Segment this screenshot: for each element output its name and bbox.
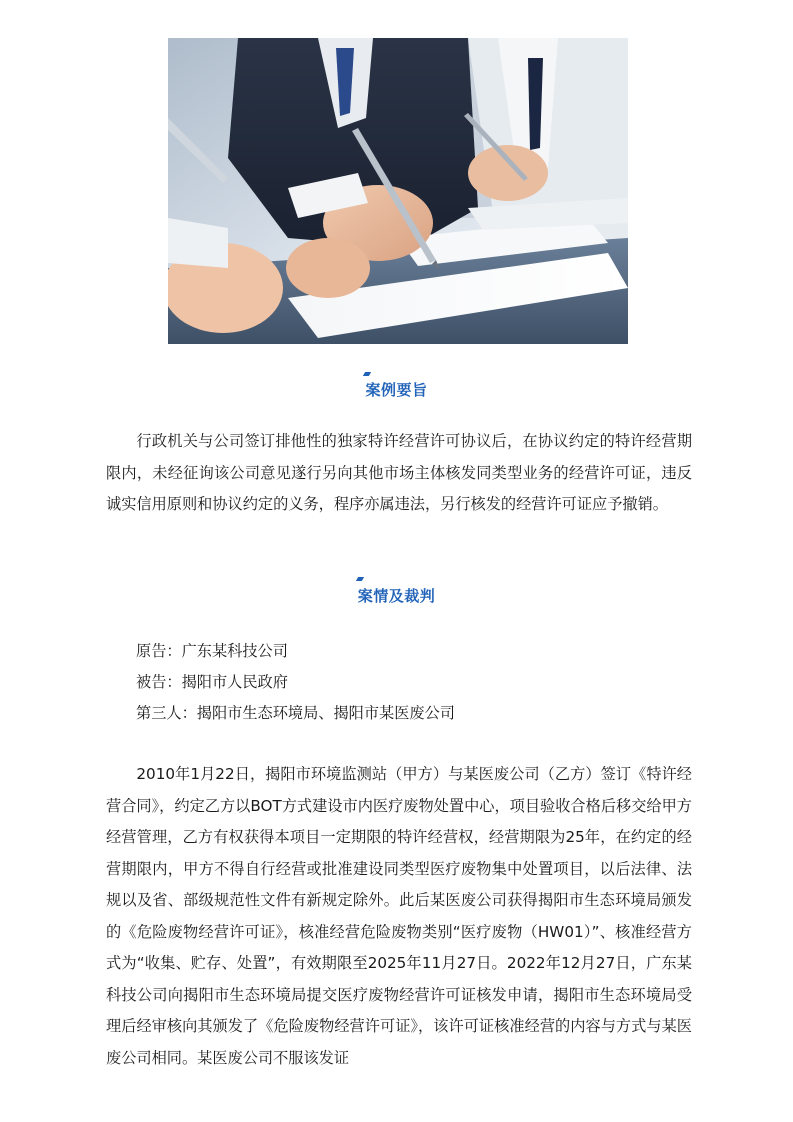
case-summary-paragraph: 行政机关与公司签订排他性的独家特许经营许可协议后，在协议约定的特许经营期限内，未经征询该公司意见遂行另向其他市场主体核发同类型业务的经营许可证，违反诚实信用原则和协议约定的义务，程序亦属违法，另行核发的经营许可证应予撤销。: [106, 432, 692, 513]
heading-decor-mark: [363, 372, 371, 376]
party-third-party: 第三人：揭阳市生态环境局、揭阳市某医废公司: [136, 704, 455, 722]
section-heading-case-facts: 案情及裁判: [357, 587, 436, 605]
section-heading-case-summary: 案例要旨: [365, 381, 428, 399]
heading-decor-mark: [356, 577, 364, 581]
case-facts-paragraph: 2010年1月22日，揭阳市环境监测站（甲方）与某医废公司（乙方）签订《特许经营合同》，约定乙方以BOT方式建设市内医疗废物处置中心，项目验收合格后移交给甲方经营管理，乙方有权获得本项目一定期限的特许经营权，经营期限为25年，在约定的经营期限内，甲方不得自行经营或批准建设同类型医疗废物集中处置项目，以后法律、法规以及省、部级规范性文件有新规定除外。此后某医废公司获得揭阳市生态环境局颁发的《危险废物经营许可证》，核准经营危险废物类别“医疗废物（HW01）”、核准经营方式为“收集、贮存、处置”，有效期限至2025年11月27日。2022年12月27日，广东某科技公司向揭阳市生态环境局提交医疗废物经营许可证核发申请，揭阳市生态环境局受理后经审核向其颁发了《危险废物经营许可证》，该许可证核准经营的内容与方式与某医废公司相同。某医废公司不服该发证: [106, 765, 692, 1067]
signing-documents-illustration: [168, 38, 628, 344]
party-list: [136, 636, 455, 729]
hero-photo: [168, 38, 628, 344]
party-plaintiff: 原告：广东某科技公司: [136, 642, 288, 660]
party-defendant: 被告：揭阳市人民政府: [136, 673, 288, 691]
